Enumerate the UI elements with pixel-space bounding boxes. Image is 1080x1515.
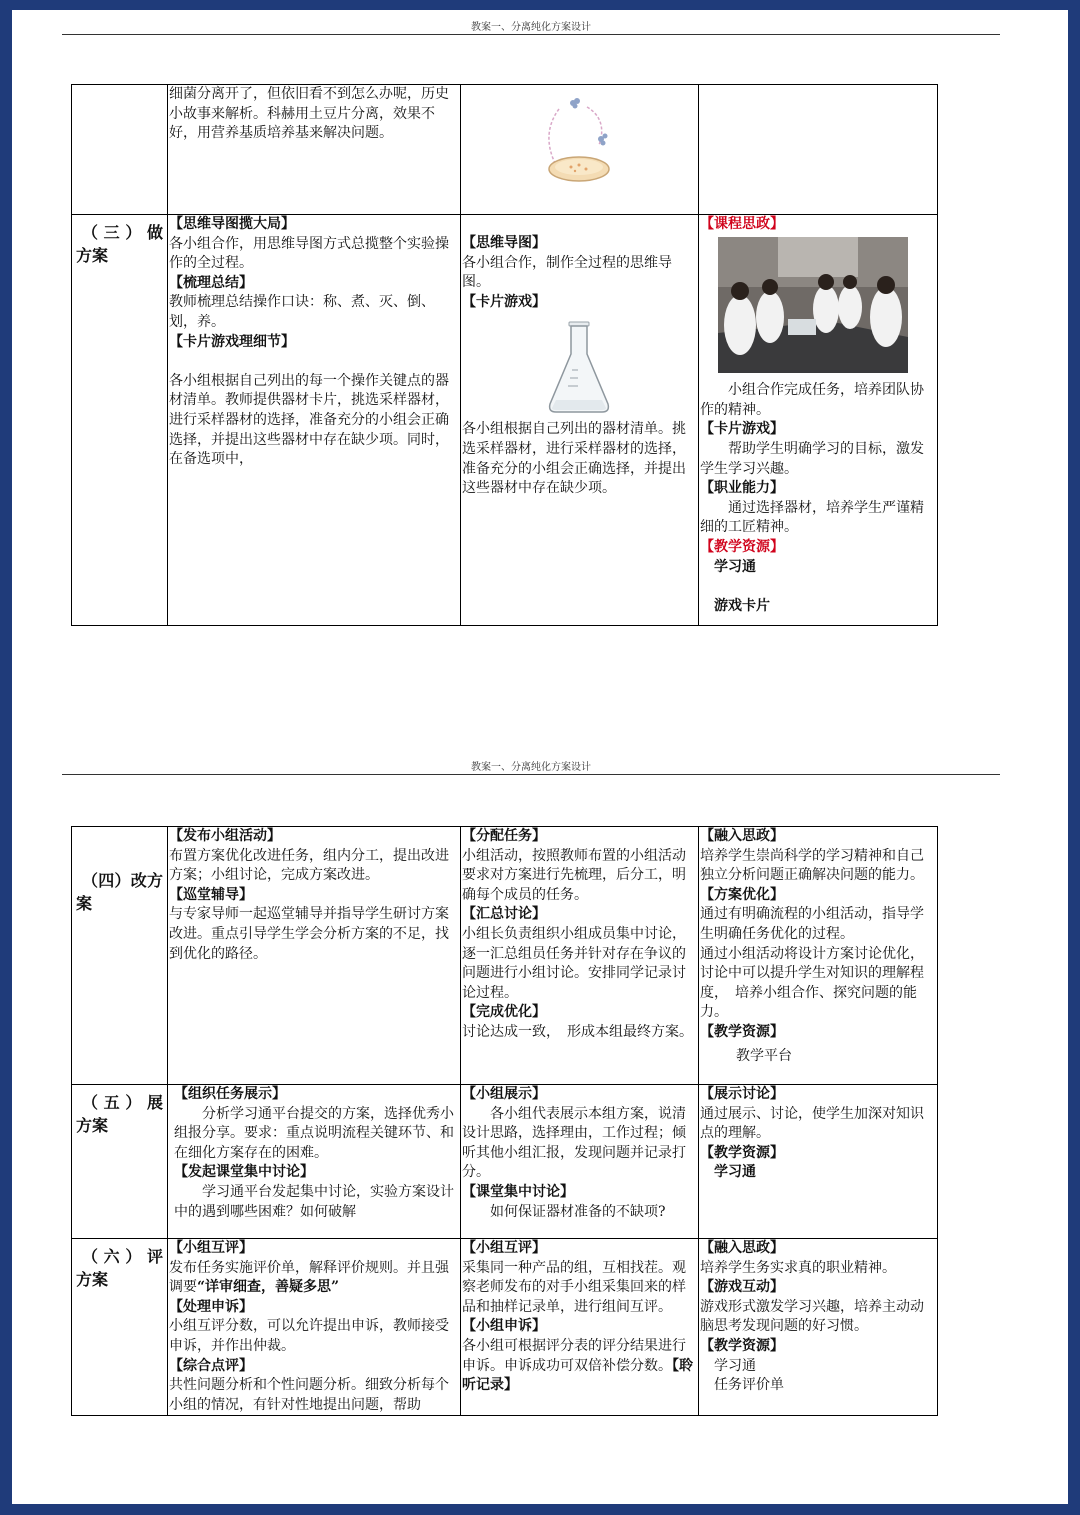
section-heading: 【思维导图】 [462,235,546,251]
section-heading: 【融入思政】 [700,1240,784,1256]
resource-item: 教学平台 [736,1047,792,1064]
student-cell [461,215,699,626]
section-text: 各小组根据自己列出的每一个操作关键点的器材清单。教师提供器材卡片，挑选采样器材，进行采样器材的选择，准备充分的小组会正确选择，并提出这些器材中存在缺少项。同时，在备选项中， [169,372,449,468]
resource-item: 任务评价单 [714,1377,784,1394]
page-header: 教案一、分离纯化方案设计 [471,22,591,33]
stage-title: （五）展 [82,1093,163,1112]
section-text: 小组合作完成任务，培养团队协作的精神。 [700,382,924,418]
section-heading-red: 【教学资源】 [700,538,784,555]
section-heading: 【思维导图揽大局】 [169,216,295,232]
section-text-wrap [462,1337,696,1396]
section-heading: 【完成优化】 [462,1004,546,1021]
teacher-cell [168,85,461,215]
section-text: 帮助学生明确学习的目标，激发学生学习兴趣。 [700,440,924,477]
section-heading-red: 【课程思政】 [700,216,784,232]
section-heading: 【融入思政】 [700,828,784,844]
section-text: 教师梳理总结操作口诀：称、煮、灭、倒、划，养。 [169,294,435,330]
resource-item: 学习通 [714,1357,756,1374]
section-text: 通过有明确流程的小组活动，指导学生明确任务优化的过程。 [700,906,924,942]
section-text: 如何保证器材准备的不缺项? [490,1203,666,1220]
section-heading: 【小组互评】 [169,1240,253,1256]
stage-title-cont: 方案 [76,246,109,265]
section-heading: 【卡片游戏】 [700,421,784,438]
section-heading: 【展示讨论】 [700,1086,784,1102]
petri-dish-illustration [539,95,619,187]
lesson-table-1 [71,84,938,626]
section-text-wrap [169,1259,458,1298]
stage-cell [72,1085,168,1239]
resource-item: 游戏卡片 [714,597,770,614]
document-page [12,10,1068,1504]
section-heading: 【组织任务展示】 [174,1086,286,1102]
design-cell [699,1085,938,1239]
page-header: 教案一、分离纯化方案设计 [471,762,591,773]
section-heading: 【梳理总结】 [169,274,253,291]
design-cell [699,215,938,626]
section-text: 布置方案优化改进任务，组内分工，提出改进方案；小组讨论，完成方案改进。 [169,847,449,884]
section-heading: 【教学资源】 [700,1144,784,1161]
lesson-table-2 [71,826,938,1416]
section-text: 通过展示、讨论，使学生加深对知识点的理解。 [700,1105,924,1142]
erlenmeyer-flask-illustration [544,320,614,416]
section-text: 小组活动，按照教师布置的小组活动要求对方案进行先梳理，后分工，明确每个成员的任务。 [462,847,686,903]
stage-title-cont: 方案 [76,1116,109,1135]
section-text: 共性问题分析和个性问题分析。细致分析每个小组的情况，有针对性地提出问题，帮助 [169,1377,449,1413]
section-heading: 【教学资源】 [700,1023,784,1040]
section-text: 各小组合作，制作全过程的思维导图。 [462,254,672,291]
section-text: 讨论达成一致， 形成本组最终方案。 [462,1023,693,1040]
design-cell [699,827,938,1085]
section-heading: 【游戏互动】 [700,1279,784,1296]
section-heading: 【处理申诉】 [169,1298,253,1315]
student-cell [461,85,699,215]
section-text: 通过小组活动将设计方案讨论优化，讨论中可以提升学生对知识的理解程度， 培养小组合作、探究问题的能力。 [700,945,924,1021]
design-cell [699,1239,938,1416]
emphasis-quote: “详审细查，善疑多思” [197,1279,340,1296]
table-row [72,85,938,215]
section-text: 各小组合作，用思维导图方式总揽整个实验操作的全过程。 [169,235,449,272]
stage-title: （四）改方 [82,871,163,890]
section-text: 通过选择器材，培养学生严谨精细的工匠精神。 [700,499,924,536]
section-text: 各小组代表展示本组方案，说清设计思路，选择理由，工作过程；倾听其他小组汇报，发现问题并记录打分。 [462,1105,686,1181]
teacher-cell [168,1085,461,1239]
section-text: 与专家导师一起巡堂辅导并指导学生研讨方案改进。重点引导学生学会分析方案的不足，找到优化的路径。 [169,906,449,962]
stage-cell [72,215,168,626]
stage-title: （三）做 [82,223,163,242]
stage-cell [72,1239,168,1416]
classroom-photo [718,237,908,373]
section-text: 小组互评分数，可以允许提出申诉，教师接受申诉，并作出仲裁。 [169,1318,449,1354]
section-text: 游戏形式激发学习兴趣，培养主动动脑思考发现问题的好习惯。 [700,1298,924,1335]
section-heading: 【教学资源】 [700,1337,784,1354]
section-heading: 【小组互评】 [462,1240,546,1256]
section-heading: 【发布小组活动】 [169,828,281,844]
section-heading: 【课堂集中讨论】 [462,1183,574,1200]
section-heading: 【分配任务】 [462,828,546,844]
teacher-text: 细菌分离开了，但依旧看不到怎么办呢，历史小故事来解析。科赫用土豆片分离，效果不好，用营养基质培养基来解决问题。 [169,86,449,142]
section-heading: 【汇总讨论】 [462,906,546,923]
resource-item: 学习通 [714,558,756,575]
header-rule [62,774,1000,775]
section-heading: 【小组申诉】 [462,1318,546,1335]
section-text: 采集同一种产品的组，互相找茬。观察老师发布的对手小组采集回来的样品和抽样记录单，进行组间互评。 [462,1259,686,1315]
section-text: 分析学习通平台提交的方案，选择优秀小组报分享。要求：重点说明流程关键环节、和在细化方案存在的困难。 [174,1105,454,1161]
student-cell [461,1239,699,1416]
teacher-cell [168,215,461,626]
student-cell [461,827,699,1085]
section-heading: 【巡堂辅导】 [169,886,253,903]
section-heading: 【方案优化】 [700,886,784,903]
section-text: 发布任务实施评价单，解释评价规则。并且强调要 [169,1259,449,1296]
teacher-cell [168,827,461,1085]
stage-title-cont: 案 [76,894,93,913]
section-heading-inline: 【聆听记录】 [462,1357,693,1394]
header-rule [62,34,1000,35]
design-cell [699,85,938,215]
section-heading: 【小组展示】 [462,1086,546,1102]
table-row [72,215,938,626]
section-text: 培养学生崇尚科学的学习精神和自己独立分析问题正确解决问题的能力。 [700,847,924,884]
table-row [72,1085,938,1239]
stage-title: （六）评 [82,1247,163,1266]
teacher-cell [168,1239,461,1416]
section-text: 各小组可根据评分表的评分结果进行申诉。申诉成功可双倍补偿分数。 [462,1337,686,1374]
table-row [72,827,938,1085]
table-row [72,1239,938,1416]
section-heading: 【卡片游戏】 [462,293,546,310]
stage-cell [72,827,168,1085]
section-text: 各小组根据自己列出的器材清单。挑选采样器材，进行采样器材的选择，准备充分的小组会正确选择，并提出这些器材中存在缺少项。 [462,421,686,497]
section-heading: 【综合点评】 [169,1357,253,1374]
section-heading: 【发起课堂集中讨论】 [174,1164,314,1181]
section-heading: 【卡片游戏理细节】 [169,333,295,350]
section-text: 培养学生务实求真的职业精神。 [700,1259,896,1276]
section-heading: 【职业能力】 [700,480,784,497]
student-cell [461,1085,699,1239]
section-text: 学习通平台发起集中讨论，实验方案设计中的遇到哪些困难？如何破解 [174,1183,454,1220]
section-text: 小组长负责组织小组成员集中讨论，逐一汇总组员任务并针对存在争议的问题进行小组讨论。安排同学记录讨论过程。 [462,925,686,1001]
stage-cell [72,85,168,215]
resource-item: 学习通 [714,1164,756,1181]
stage-title-cont: 方案 [76,1270,109,1289]
